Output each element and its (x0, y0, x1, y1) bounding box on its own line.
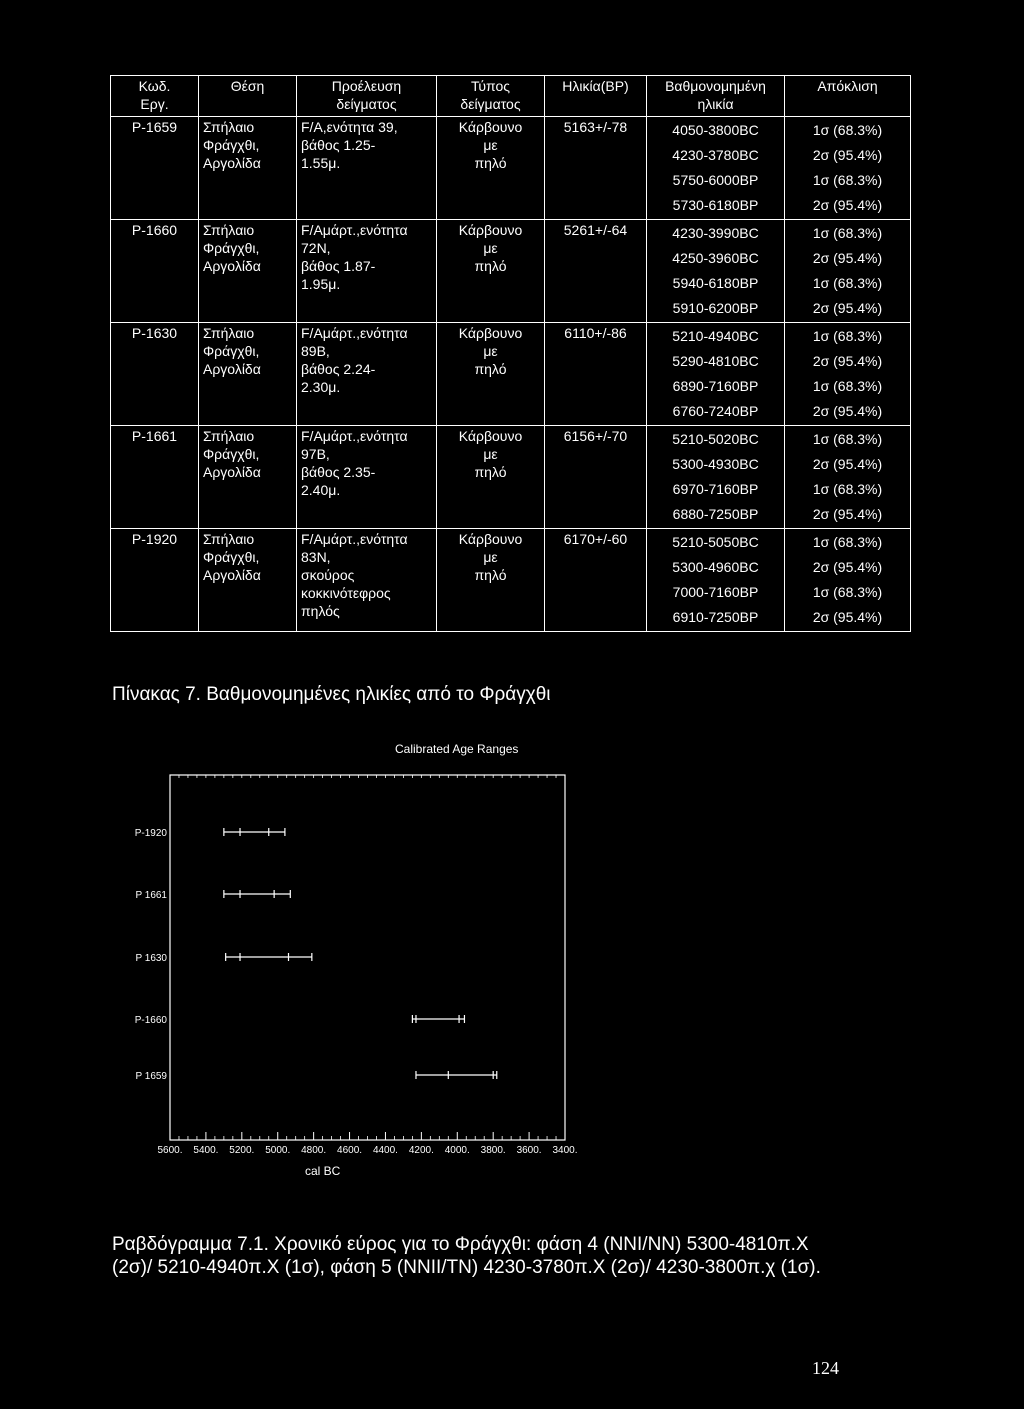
cell-origin-line: βάθος 2.24- (301, 361, 376, 377)
cell-type-line: πηλό (474, 567, 507, 583)
x-tick-label: 4800. (301, 1145, 327, 1156)
cell-origin-line: κοκκινότεφρος (301, 585, 391, 601)
cell-calibrated-line: 6970-7160BP (672, 481, 759, 497)
x-tick-label: 4200. (408, 1145, 434, 1156)
cell-origin-line: 1.95μ. (301, 276, 341, 292)
cell-age-line: 5163+/-78 (563, 119, 628, 135)
cell-origin-line: βάθος 1.87- (301, 258, 376, 274)
cell-type-line: πηλό (474, 155, 507, 171)
cell-site-line: Αργολίδα (203, 567, 261, 583)
header-line: Εργ. (140, 96, 169, 112)
chart-description: Ραβδόγραμμα 7.1. Χρονικό εύρος για το Φράγχθι: φάση 4 (NNI/NN) 5300-4810π.Χ (2σ)/ 5210-4940π.Χ (1σ), φάση 5 (NNII/TN) 4230-3780π.Χ (2σ)/ 4230-3800π.χ (1σ). (112, 1234, 821, 1278)
cell-age-line: 5261+/-64 (563, 222, 628, 238)
header-line: Τύπος (471, 78, 510, 94)
cell-type-line: Κάρβουνο (458, 325, 523, 341)
cell-code-line: P-1659 (131, 119, 178, 135)
cell-type-line: Κάρβουνο (458, 222, 523, 238)
table-caption: Πίνακας 7. Βαθμονομημένες ηλικίες από το Φράγχθι (112, 684, 551, 705)
cell-deviation-line: 1σ (68.3%) (812, 584, 883, 600)
cell-type-line: με (483, 446, 498, 462)
cell-site-line: Φράγχθι, (203, 343, 260, 359)
cell-site-line: Φράγχθι, (203, 446, 260, 462)
cell-site-line: Σπήλαιο (203, 222, 255, 238)
cell-type-line: με (483, 343, 498, 359)
x-tick-label: 3600. (516, 1145, 542, 1156)
cell-origin-line: F/Αμάρτ.,ενότητα (301, 325, 408, 341)
cell-type-line: Κάρβουνο (458, 428, 523, 444)
header-line: Κωδ. (138, 78, 171, 94)
cell-deviation-line: 1σ (68.3%) (812, 534, 883, 550)
header-line: δείγματος (460, 96, 521, 112)
cell-origin-line: F/Αμάρτ.,ενότητα (301, 222, 408, 238)
cell-type-line: Κάρβουνο (458, 531, 523, 547)
cell-deviation-line: 1σ (68.3%) (812, 378, 883, 394)
cell-deviation-line: 1σ (68.3%) (812, 275, 883, 291)
x-tick-label: 5400. (193, 1145, 219, 1156)
cell-origin-line: πηλός (301, 603, 340, 619)
header-line: Ηλικία(BP) (562, 78, 629, 94)
header-line: δείγματος (336, 96, 397, 112)
cell-calibrated-line: 4250-3960BC (672, 250, 759, 266)
cell-age-line: 6170+/-60 (563, 531, 628, 547)
cell-deviation-line: 2σ (95.4%) (812, 353, 883, 369)
cell-age-line: 6156+/-70 (563, 428, 628, 444)
cell-deviation-line: 2σ (95.4%) (812, 403, 883, 419)
cell-deviation-line: 2σ (95.4%) (812, 300, 883, 316)
cell-site-line: Φράγχθι, (203, 549, 260, 565)
header-line: Θέση (230, 78, 265, 94)
cell-site-line: Σπήλαιο (203, 325, 255, 341)
cell-calibrated-line: 7000-7160BP (672, 584, 759, 600)
cell-site-line: Σπήλαιο (203, 428, 255, 444)
header-line: Βαθμονομημένη (665, 78, 766, 94)
cell-deviation-line: 2σ (95.4%) (812, 506, 883, 522)
cell-calibrated-line: 5940-6180BP (672, 275, 759, 291)
cell-type-line: με (483, 549, 498, 565)
series-label: P 1659 (135, 1071, 167, 1082)
cell-calibrated-line: 6880-7250BP (672, 506, 759, 522)
cell-type-line: Κάρβουνο (458, 119, 523, 135)
series-label: P-1660 (134, 1015, 167, 1026)
x-tick-label: 3400. (552, 1145, 578, 1156)
cell-origin-line: 89B, (301, 343, 330, 359)
page-number: 124 (812, 1358, 839, 1378)
cell-type-line: με (483, 137, 498, 153)
header-line: ηλικία (697, 96, 734, 112)
cell-type-line: πηλό (474, 464, 507, 480)
cell-calibrated-line: 4230-3780BC (672, 147, 759, 163)
x-tick-label: 3800. (480, 1145, 506, 1156)
cell-origin-line: F/Αμάρτ.,ενότητα (301, 428, 408, 444)
cell-calibrated-line: 6760-7240BP (672, 403, 759, 419)
cell-site-line: Φράγχθι, (203, 137, 260, 153)
cell-age-line: 6110+/-86 (564, 325, 627, 341)
cell-site-line: Φράγχθι, (203, 240, 260, 256)
header-line: Απόκλιση (817, 78, 878, 94)
cell-code-line: P-1920 (131, 531, 178, 547)
x-tick-label: 4400. (372, 1145, 398, 1156)
cell-origin-line: F/A,ενότητα 39, (301, 119, 398, 135)
cell-deviation-line: 1σ (68.3%) (812, 225, 883, 241)
cell-type-line: με (483, 240, 498, 256)
cell-calibrated-line: 5300-4930BC (672, 456, 759, 472)
cell-code-line: P-1630 (131, 325, 178, 341)
cell-calibrated-line: 5750-6000BP (672, 172, 759, 188)
cell-type-line: πηλό (474, 361, 507, 377)
chart-x-label: cal BC (305, 1164, 341, 1178)
x-tick-label: 4000. (444, 1145, 470, 1156)
x-tick-label: 5000. (265, 1145, 291, 1156)
chart-title: Calibrated Age Ranges (395, 742, 519, 756)
cell-site-line: Αργολίδα (203, 155, 261, 171)
cell-calibrated-line: 5210-5050BC (672, 534, 759, 550)
x-tick-label: 5200. (229, 1145, 255, 1156)
cell-code-line: P-1660 (131, 222, 178, 238)
cell-deviation-line: 2σ (95.4%) (812, 559, 883, 575)
x-tick-label: 5600. (157, 1145, 183, 1156)
cell-origin-line: 2.30μ. (301, 379, 341, 395)
cell-type-line: πηλό (474, 258, 507, 274)
cell-deviation-line: 1σ (68.3%) (812, 481, 883, 497)
header-line: Προέλευση (331, 78, 402, 94)
cell-origin-line: F/Αμάρτ.,ενότητα (301, 531, 408, 547)
cell-calibrated-line: 5730-6180BP (672, 197, 759, 213)
cell-origin-line: σκούρος (301, 567, 355, 583)
cell-origin-line: 72N, (301, 240, 331, 256)
cell-site-line: Αργολίδα (203, 464, 261, 480)
cell-deviation-line: 1σ (68.3%) (812, 122, 883, 138)
cell-origin-line: 97B, (301, 446, 330, 462)
cell-site-line: Σπήλαιο (203, 119, 255, 135)
cell-site-line: Αργολίδα (203, 258, 261, 274)
cell-origin-line: 1.55μ. (301, 155, 341, 171)
cell-deviation-line: 2σ (95.4%) (812, 250, 883, 266)
cell-deviation-line: 2σ (95.4%) (812, 197, 883, 213)
cell-deviation-line: 2σ (95.4%) (812, 456, 883, 472)
cell-origin-line: 2.40μ. (301, 482, 341, 498)
cell-calibrated-line: 5300-4960BC (672, 559, 759, 575)
cell-code-line: P-1661 (131, 428, 178, 444)
cell-site-line: Σπήλαιο (203, 531, 255, 547)
series-label: P-1920 (134, 828, 167, 839)
cell-calibrated-line: 6910-7250BP (672, 609, 759, 625)
cell-calibrated-line: 5910-6200BP (672, 300, 759, 316)
cell-calibrated-line: 4230-3990BC (672, 225, 759, 241)
cell-origin-line: βάθος 2.35- (301, 464, 376, 480)
cell-origin-line: βάθος 1.25- (301, 137, 376, 153)
cell-origin-line: 83N, (301, 549, 331, 565)
cell-calibrated-line: 5210-5020BC (672, 431, 759, 447)
series-label: P 1661 (135, 890, 167, 901)
x-tick-label: 4600. (337, 1145, 363, 1156)
series-label: P 1630 (135, 953, 167, 964)
cell-calibrated-line: 5210-4940BC (672, 328, 759, 344)
cell-site-line: Αργολίδα (203, 361, 261, 377)
cell-calibrated-line: 5290-4810BC (672, 353, 759, 369)
cell-deviation-line: 1σ (68.3%) (812, 431, 883, 447)
cell-calibrated-line: 4050-3800BC (672, 122, 759, 138)
cell-deviation-line: 2σ (95.4%) (812, 609, 883, 625)
cell-deviation-line: 1σ (68.3%) (812, 172, 883, 188)
cell-deviation-line: 2σ (95.4%) (812, 147, 883, 163)
cell-calibrated-line: 6890-7160BP (672, 378, 759, 394)
cell-deviation-line: 1σ (68.3%) (812, 328, 883, 344)
